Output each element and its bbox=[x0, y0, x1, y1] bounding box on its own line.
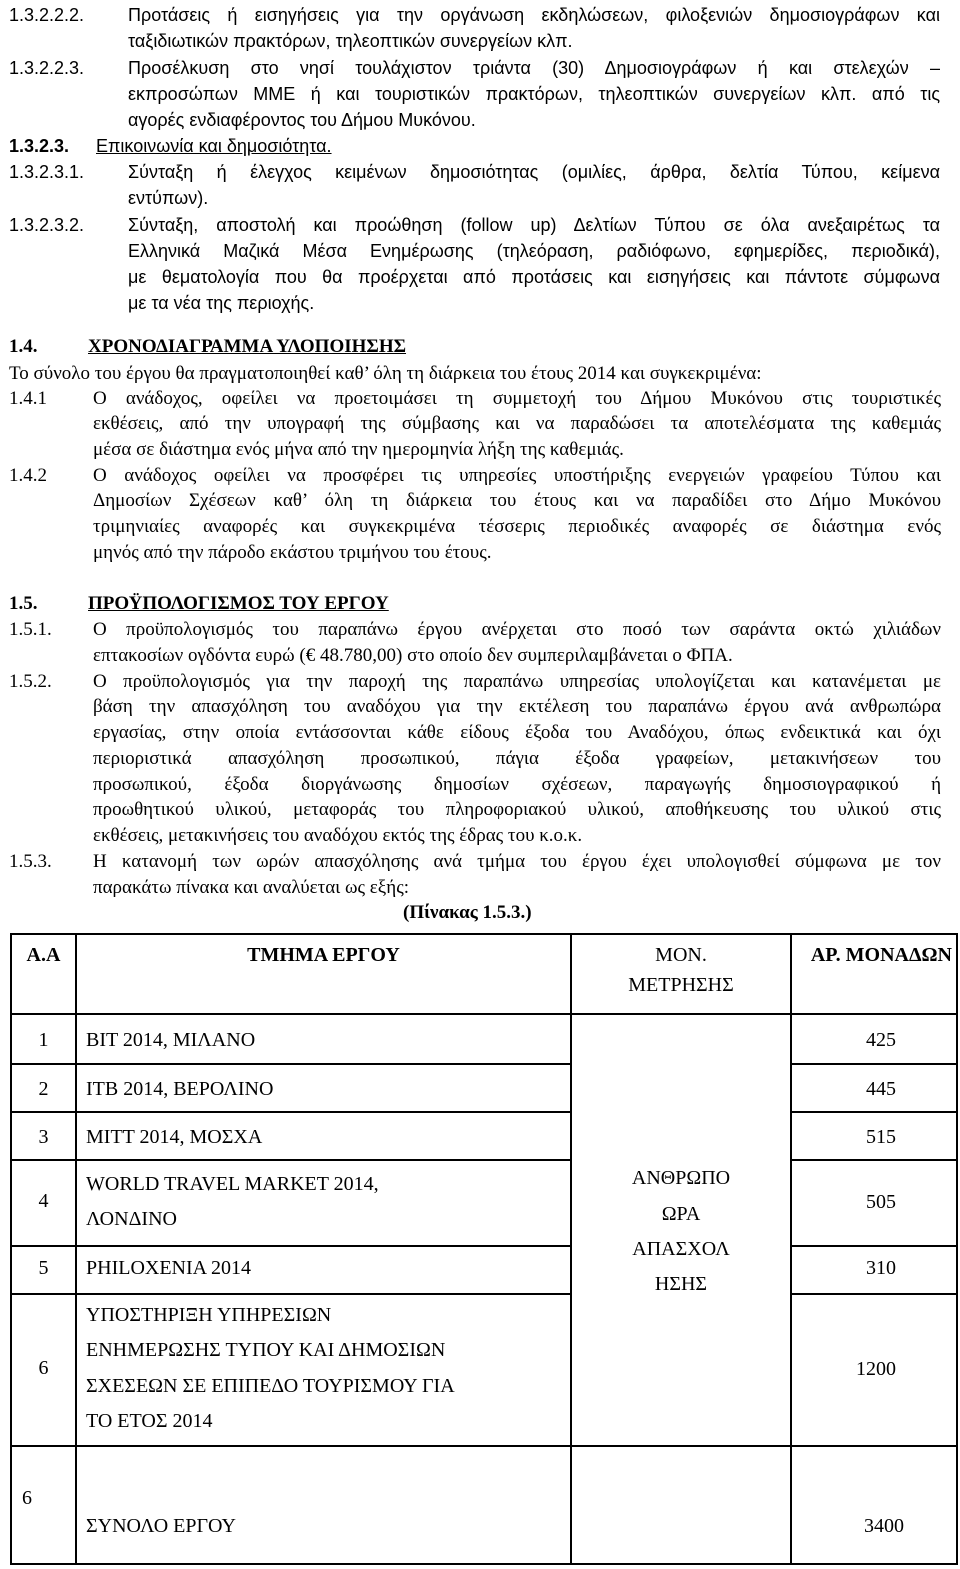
table-border bbox=[790, 1245, 958, 1247]
header-unit: ΜΟΝ. bbox=[655, 944, 707, 966]
row-count: 425 bbox=[866, 1029, 896, 1051]
table-border bbox=[790, 933, 792, 1565]
table-border bbox=[10, 1111, 570, 1113]
table-border bbox=[75, 933, 77, 1565]
section-number: 1.5.3. bbox=[9, 851, 52, 872]
paragraph-line: Προτάσεις ή εισηγήσεις για την οργάνωση εκδηλώσεων, φιλοξενιών δημοσιογράφων και bbox=[128, 5, 940, 25]
paragraph-line: παρακάτω πίνακα και αναλύεται ως εξής: bbox=[93, 877, 409, 898]
paragraph-line: Ελληνικά Μαζικά Μέσα Ενημέρωσης (τηλεόραση, ραδιόφωνο, εφημερίδες, περιοδικά), bbox=[128, 241, 940, 261]
heading-number: 1.4. bbox=[9, 336, 38, 357]
table-border bbox=[10, 1159, 570, 1161]
unit-merged: ΑΠΑΣΧΟΛ bbox=[632, 1238, 730, 1260]
row-part: ΛΟΝΔΙΝΟ bbox=[86, 1208, 177, 1230]
row-part: ΤΟ ΕΤΟΣ 2014 bbox=[86, 1410, 213, 1432]
table-border bbox=[10, 1013, 958, 1015]
row-part: ΕΝΗΜΕΡΩΣΗΣ ΤΥΠΟΥ ΚΑΙ ΔΗΜΟΣΙΩΝ bbox=[86, 1339, 446, 1361]
row-aa: 1 bbox=[38, 1029, 49, 1051]
paragraph-line: ταξιδιωτικών πρακτόρων, τηλεοπτικών συνεργείων κλπ. bbox=[128, 31, 573, 51]
row-aa: 5 bbox=[38, 1257, 49, 1279]
table-border bbox=[790, 1293, 958, 1295]
unit-merged: ΩΡΑ bbox=[661, 1203, 701, 1225]
section-number: 1.4.1 bbox=[9, 388, 47, 409]
paragraph-line: αγορές ενδιαφέροντος του Δήμου Μυκόνου. bbox=[128, 110, 476, 130]
row-count: 1200 bbox=[856, 1358, 896, 1380]
table-border bbox=[10, 1563, 958, 1565]
paragraph-line: Σύνταξη, αποστολή και προώθηση (follow up) Δελτίων Τύπου σε όλα ανεξαιρέτως τα bbox=[128, 215, 940, 235]
paragraph-line: προωθητικού υλικού, μεταφοράς του πληροφοριακού υλικού, αποθήκευσης του υλικού στις bbox=[93, 799, 941, 820]
unit-merged: ΗΣΗΣ bbox=[654, 1273, 708, 1295]
unit-merged: ΑΝΘΡΩΠΟ bbox=[631, 1167, 731, 1189]
paragraph-line: Ο προϋπολογισμός για την παροχή της παραπάνω υπηρεσίας υπολογίζεται και κατανέμεται με bbox=[93, 671, 941, 692]
section-title: Επικοινωνία και δημοσιότητα. bbox=[96, 136, 332, 156]
table-border bbox=[956, 933, 958, 1565]
section-number: 1.5.2. bbox=[9, 671, 52, 692]
row-part: ΥΠΟΣΤΗΡΙΞΗ ΥΠΗΡΕΣΙΩΝ bbox=[86, 1304, 332, 1326]
header-unit: ΜΕΤΡΗΣΗΣ bbox=[628, 974, 734, 996]
table-border bbox=[790, 1063, 958, 1065]
table-border bbox=[10, 933, 12, 1565]
paragraph-line: περιοριστικά απασχόληση προσωπικού, πάγια έξοδα γραφείων, μετακινήσεων του bbox=[93, 748, 941, 769]
paragraph-line: εντύπων). bbox=[128, 188, 209, 208]
paragraph-line: επτακοσίων ογδόντα ευρώ (€ 48.780,00) στο οποίο δεν συμπεριλαμβάνεται ο ΦΠΑ. bbox=[93, 645, 733, 666]
paragraph-line: εκπροσώπων ΜΜΕ ή και τουριστικών πρακτόρων, τηλεοπτικών συνεργείων κλπ. από τις bbox=[128, 84, 940, 104]
section-number: 1.3.2.3.1. bbox=[9, 162, 85, 182]
table-border bbox=[10, 1063, 570, 1065]
section-number: 1.4.2 bbox=[9, 465, 47, 486]
row-count: 445 bbox=[866, 1078, 896, 1100]
row-part: PHILOXENIA 2014 bbox=[86, 1257, 251, 1279]
table-border bbox=[10, 1293, 570, 1295]
paragraph-line: Σύνταξη ή έλεγχος κειμένων δημοσιότητας (ομιλίες, άρθρα, δελτία Τύπου, κείμενα bbox=[128, 162, 940, 182]
paragraph-line: με τα νέα της περιοχής. bbox=[128, 293, 315, 313]
total-value: 3400 bbox=[864, 1515, 904, 1537]
row-part: WORLD TRAVEL MARKET 2014, bbox=[86, 1173, 379, 1195]
paragraph-line: μηνός από την πάροδο εκάστου τριμήνου του έτους. bbox=[93, 542, 492, 563]
row-count: 310 bbox=[866, 1257, 896, 1279]
row-aa: 2 bbox=[38, 1078, 49, 1100]
header-part: ΤΜΗΜΑ ΕΡΓΟΥ bbox=[247, 944, 400, 966]
row-aa: 3 bbox=[38, 1126, 49, 1148]
page-number: 6 bbox=[22, 1487, 32, 1509]
row-part: ΒΙΤ 2014, ΜΙΛΑΝΟ bbox=[86, 1029, 256, 1051]
section-number: 1.3.2.2.3. bbox=[9, 58, 85, 78]
row-aa: 6 bbox=[38, 1357, 49, 1379]
section-number: 1.3.2.3. bbox=[9, 136, 70, 156]
heading-title: ΧΡΟΝΟΔΙΑΓΡΑΜΜΑ ΥΛΟΠΟΙΗΣΗΣ bbox=[88, 336, 407, 357]
heading-number: 1.5. bbox=[9, 593, 38, 614]
budget-table bbox=[10, 933, 958, 1569]
row-count: 505 bbox=[866, 1191, 896, 1213]
paragraph-line: Δημοσίων Σχέσεων καθ’ όλη τη διάρκεια του έτους και να παραδίδει στο Δήμο Μυκόνου bbox=[93, 490, 941, 511]
table-border bbox=[790, 1159, 958, 1161]
header-aa: Α.Α bbox=[26, 944, 61, 966]
row-count: 515 bbox=[866, 1126, 896, 1148]
paragraph-line: τριμηνιαίες αναφορές και συγκεκριμένα τέσσερις περιοδικές αναφορές σε διάστημα ενός bbox=[93, 516, 941, 537]
table-border bbox=[10, 933, 958, 935]
section-number: 1.5.1. bbox=[9, 619, 52, 640]
row-part: ΙΤΒ 2014, ΒΕΡΟΛΙΝΟ bbox=[86, 1078, 274, 1100]
paragraph-line: προσωπικού, έξοδα διοργάνωσης δημοσίων σχέσεων, παραγωγής δημοσιογραφικού ή bbox=[93, 774, 941, 795]
paragraph-line: εκθέσεις, μετακινήσεις του αναδόχου εκτός της έδρας του κ.ο.κ. bbox=[93, 825, 583, 846]
table-caption: (Πίνακας 1.5.3.) bbox=[403, 902, 532, 923]
row-part: ΣΧΕΣΕΩΝ ΣΕ ΕΠΙΠΕΔΟ ΤΟΥΡΙΣΜΟΥ ΓΙΑ bbox=[86, 1375, 455, 1397]
paragraph-line: Ο ανάδοχος, οφείλει να προετοιμάσει τη συμμετοχή του Δήμου Μυκόνου στις τουριστικές bbox=[93, 388, 941, 409]
header-count: ΑΡ. ΜΟΝΑΔΩΝ bbox=[810, 944, 952, 966]
paragraph-line: μέσα σε διάστημα ενός μήνα από την ημερομηνία λήξη της καθεμιάς. bbox=[93, 439, 624, 460]
paragraph-line: με θεματολογία που θα προέρχεται από προτάσεις και εισηγήσεις και πάντοτε σύμφωνα bbox=[128, 267, 940, 287]
heading-title: ΠΡΟΫΠΟΛΟΓΙΣΜΟΣ ΤΟΥ ΕΡΓΟΥ bbox=[88, 593, 389, 614]
paragraph-line: Ο προϋπολογισμός του παραπάνω έργου ανέρχεται στο ποσό των σαράντα οκτώ χιλιάδων bbox=[93, 619, 941, 640]
paragraph-line: Προσέλκυση στο νησί τουλάχιστον τριάντα (30) Δημοσιογράφων ή και στελεχών – bbox=[128, 58, 940, 78]
paragraph-line: εκθέσεις, από την υπογραφή της σύμβασης και να παραδώσει τα αποτελέσματα της καθεμιάς bbox=[93, 413, 941, 434]
paragraph-intro: Το σύνολο του έργου θα πραγματοποιηθεί καθ’ όλη τη διάρκεια του έτους 2014 και συγκεκριμένα: bbox=[9, 363, 762, 384]
total-label: ΣΥΝΟΛΟ ΕΡΓΟΥ bbox=[86, 1515, 236, 1537]
paragraph-line: βάση την απασχόληση του αναδόχου για την εκτέλεση του παραπάνω έργου ανά ανθρωπώρα bbox=[93, 696, 941, 717]
paragraph-line: Η κατανομή των ωρών απασχόλησης ανά τμήμα του έργου έχει υπολογισθεί σύμφωνα με τον bbox=[93, 851, 941, 872]
paragraph-line: Ο ανάδοχος οφείλει να προσφέρει τις υπηρεσίες υποστήριξης ενεργειών γραφείου Τύπου και bbox=[93, 465, 941, 486]
section-number: 1.3.2.2.2. bbox=[9, 5, 85, 25]
row-part: ΜΙΤΤ 2014, ΜΟΣΧΑ bbox=[86, 1126, 263, 1148]
section-number: 1.3.2.3.2. bbox=[9, 215, 85, 235]
table-border bbox=[10, 1245, 570, 1247]
table-border bbox=[790, 1111, 958, 1113]
paragraph-line: εργασίας, στην οποία εντάσσονται κάθε είδους έξοδα του Αναδόχου, όπως ενδεικτικά και όχι bbox=[93, 722, 941, 743]
table-border bbox=[10, 1445, 958, 1447]
row-aa: 4 bbox=[38, 1190, 49, 1212]
